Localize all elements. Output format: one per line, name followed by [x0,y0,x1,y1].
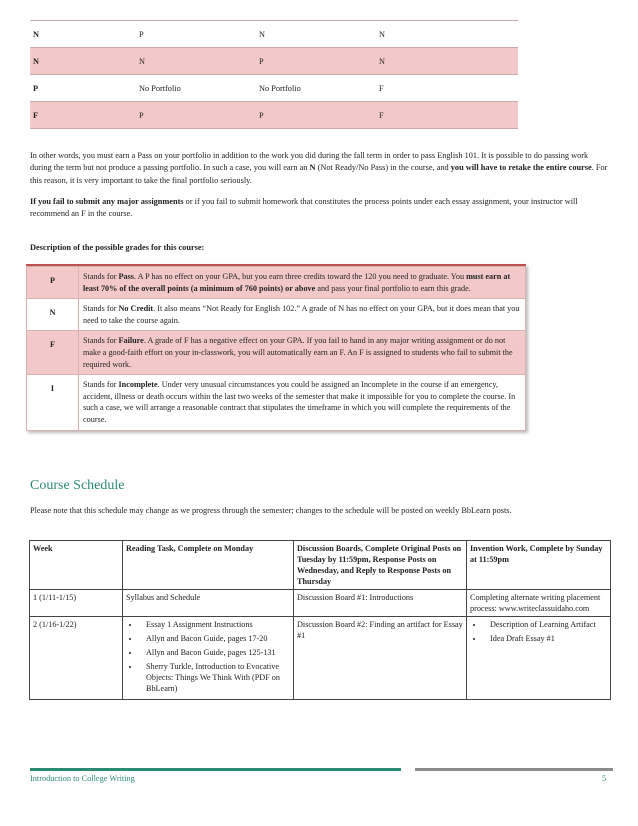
table-row [30,102,518,129]
table-row [30,48,518,75]
list-item: • Allyn and Bacon Guide, pages 17-20 [140,633,290,644]
cell: F [376,102,518,129]
cell: F [376,75,518,102]
invention-cell: Completing alternate writing placement process: www.writeclassuidaho.com [467,590,611,617]
text: (Not Ready/No Pass) in the course, and [315,163,451,173]
assignments-paragraph [30,196,608,221]
header-invention: Invention Work, Complete by Sunday at 11:59pm [467,541,611,590]
table-row [30,21,518,48]
table-row [30,590,611,617]
cell: P [136,21,256,48]
grade-description: Stands for Incomplete. Under very unusual circumstances you could be assigned an Incomplete in the course if an emergency, accident, illness or death occurs within the last two weeks of the semester that make it impossible for you to complete the course. In such a case, we will arrange a reasonable contract that stipulates the timeframe in which you will complete the requirements of the course. [79,375,526,430]
schedule-note: Please note that this schedule may change as we progress through the semester; changes to the schedule will be posted on weekly BbLearn posts. [30,506,512,515]
discussion-cell: Discussion Board #1: Introductions [294,590,467,617]
cell: N [256,21,376,48]
invention-cell [467,617,611,700]
course-schedule-heading: Course Schedule [30,478,125,493]
reading-cell [123,617,294,700]
footer-title: Introduction to College Writing [30,774,135,783]
cell: P [30,75,136,102]
grades-description-heading: Description of the possible grades for this course: [30,243,205,252]
text-bold: you will have to retake the entire course [450,163,592,173]
header-discussion: Discussion Boards, Complete Original Posts on Tuesday by 11:59pm, Response Posts on Wednesday, and Reply to Response Posts on Thursday [294,541,467,590]
discussion-cell: Discussion Board #2: Finding an artifact for Essay #1 [294,617,467,700]
table-row [27,267,526,299]
portfolio-paragraph [30,150,608,187]
grades-description-box [26,264,526,431]
cell: N [376,21,518,48]
reading-list [126,619,290,694]
cell: No Portfolio [136,75,256,102]
grade-description: Stands for Failure. A grade of F has a negative effect on your GPA. If you fail to hand in any major writing assignment or do not make a good-faith effort on your in-classwork, you will automatically earn an F. An F is assigned to students who fail to submit the required work. [79,331,526,375]
list-item: • Sherry Turkle, Introduction to Evocative Objects: Things We Think With (PDF on BbLearn) [140,661,290,694]
list-item: • Description of Learning Artifact [484,619,607,630]
cell: P [256,48,376,75]
cell: N [30,48,136,75]
invention-list [470,619,607,644]
text-bold: N [309,163,316,173]
list-item: • Allyn and Bacon Guide, pages 125-131 [140,647,290,658]
footer-rule-left [30,768,401,771]
table-row [30,75,518,102]
week-cell: 2 (1/16-1/22) [30,617,123,700]
cell: N [376,48,518,75]
text: or if you fail to submit homework that constitutes the process points under each essay assignment, your instructor will recommend an F in the course. [30,197,578,219]
header-reading: Reading Task, Complete on Monday [123,541,294,590]
cell: F [30,102,136,129]
grade-letter: F [27,331,79,375]
grade-letter: P [27,267,79,299]
text-bold: If you fail to submit any major assignments [30,197,184,206]
grades-description-table [26,266,526,431]
schedule-table [29,540,611,700]
text: In other words, you must earn a Pass on your portfolio in addition to the work you did during the fall term in order to pass English 101. It is possible to do passing work during the term but not produce a passing portfolio. In such a case, you will earn an [30,151,589,173]
grade-description: Stands for No Credit. It also means “Not Ready for English 102.” A grade of N has no effect on your GPA, but it does mean that you need to take the course again. [79,299,526,331]
cell: P [136,102,256,129]
list-item: • Idea Draft Essay #1 [484,633,607,644]
cell: N [30,21,136,48]
page-number: 5 [602,774,607,783]
grade-letter: I [27,375,79,430]
list-item: • Essay 1 Assignment Instructions [140,619,290,630]
cell: P [256,102,376,129]
grade-letter: N [27,299,79,331]
table-row [27,375,526,430]
table-row [27,331,526,375]
reading-cell: Syllabus and Schedule [123,590,294,617]
grade-description: Stands for Pass. A P has no effect on your GPA, but you earn three credits toward the 120 you need to graduate. You must earn at least 70% of the overall points (a minimum of 760 points) or above and pass your final portfolio to earn this grade. [79,267,526,299]
table-row [30,617,611,700]
cell: N [136,48,256,75]
text: . For this reason, it is very important to take the final portfolio seriously. [30,163,608,185]
footer-rule-right [415,768,613,771]
week-cell: 1 (1/11-1/15) [30,590,123,617]
table-row [27,299,526,331]
cell: No Portfolio [256,75,376,102]
header-week: Week [30,541,123,590]
grade-combination-table [30,20,518,129]
table-header-row [30,541,611,590]
